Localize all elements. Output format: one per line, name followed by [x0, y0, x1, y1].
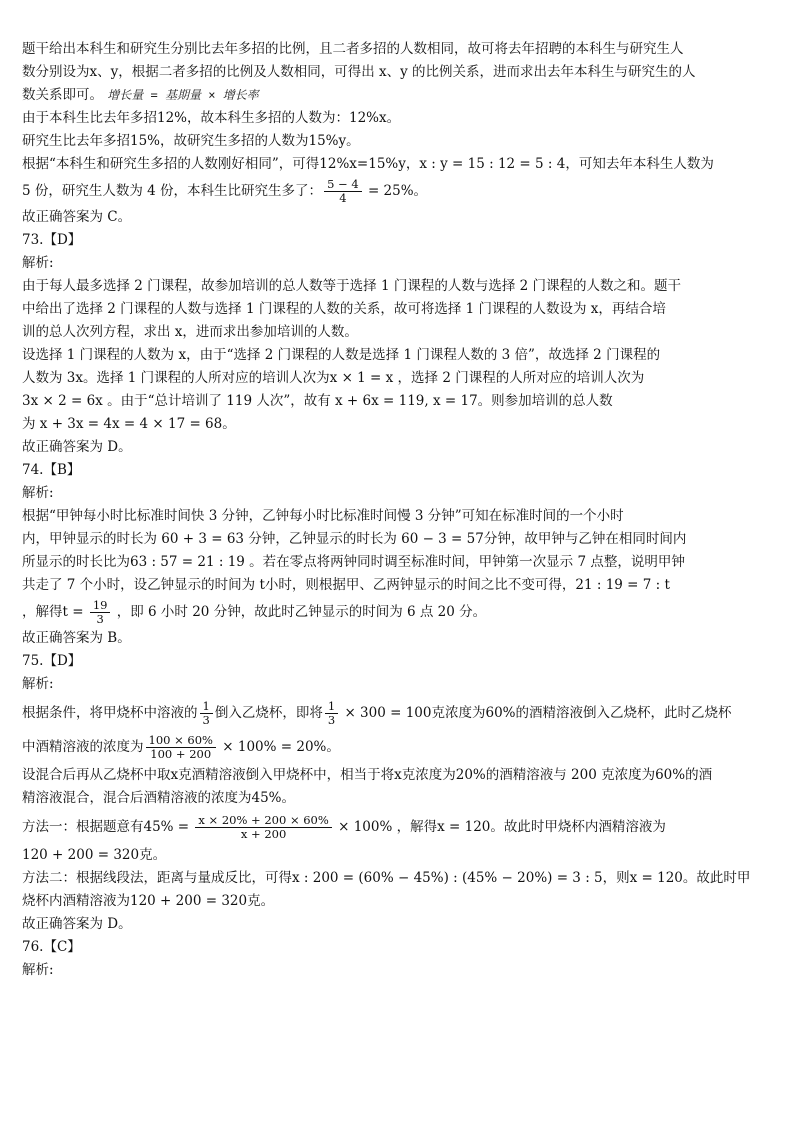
text-span: 倒入乙烧杯，即将 — [214, 705, 323, 721]
fraction-denominator: x + 200 — [240, 827, 287, 841]
text-line: 研究生比去年多招15%，故研究生多招的人数为15%y。 — [22, 133, 360, 149]
text-line — [22, 84, 780, 107]
fraction-denominator: 100 + 200 — [150, 747, 212, 761]
text-line: 设混合后再从乙烧杯中取x克酒精溶液倒入甲烧杯中，相当于将x克浓度为20%的酒精溶液与 200 克浓度为60%的酒 — [22, 767, 713, 783]
text-line: 训的总人次列方程，求出 x，进而求出参加培训的人数。 — [22, 324, 358, 340]
fraction-numerator: 19 — [90, 599, 111, 613]
text-span: 根据条件，将甲烧杯中溶液的 — [22, 705, 198, 721]
text-line: 根据“甲钟每小时比标准时间快 3 分钟，乙钟每小时比标准时间慢 3 分钟”可知在标准时间的一个小时 — [22, 508, 624, 524]
document-page — [22, 38, 780, 982]
text-line: 方法二：根据线段法，距离与量成反比，可得x : 200 = (60% − 45%) : (45% − 20%) = 3 : 5，则x = 120。故此时甲 — [22, 870, 751, 886]
text-line: 故正确答案为 B。 — [22, 630, 131, 646]
fraction — [324, 178, 362, 205]
text-line: 中给出了选择 2 门课程的人数与选择 1 门课程的人数的关系，故可将选择 1 门课程的人数设为 x，再结合培 — [22, 301, 666, 317]
fraction — [146, 734, 216, 761]
fraction — [325, 700, 338, 727]
fraction-numerator: x × 20% + 200 × 60% — [195, 814, 331, 828]
fraction-denominator: 3 — [96, 612, 104, 626]
fraction-numerator: 100 × 60% — [146, 734, 216, 748]
fraction-denominator: 3 — [202, 713, 210, 727]
text-line: 故正确答案为 C。 — [22, 209, 132, 225]
fraction-denominator: 4 — [339, 191, 347, 205]
text-span: 5 份，研究生人数为 4 份，本科生比研究生多了： — [22, 183, 323, 199]
question-number: 73.【D】 — [22, 232, 82, 248]
text-span: 数关系即可。 — [22, 87, 103, 103]
question-number: 76.【C】 — [22, 939, 81, 955]
text-line: 数分别设为x、y，根据二者多招的比例及人数相同，可得出 x、y 的比例关系，进而求出去年本科生与研究生的人 — [22, 64, 696, 80]
text-span: 中酒精溶液的浓度为 — [22, 739, 144, 755]
text-line: 解析: — [22, 962, 54, 978]
fraction — [90, 599, 111, 626]
text-span: ，即 6 小时 20 分钟，故此时乙钟显示的时间为 6 点 20 分。 — [112, 604, 487, 620]
text-line — [22, 730, 780, 764]
fraction-numerator: 5 − 4 — [324, 178, 362, 192]
text-line: 120 + 200 = 320克。 — [22, 847, 167, 863]
fraction-numerator: 1 — [200, 700, 213, 714]
text-line: 人数为 3x。选择 1 门课程的人所对应的培训人次为x × 1 = x ，选择 2 门课程的人所对应的培训人次为 — [22, 370, 645, 386]
text-line: 由于每人最多选择 2 门课程，故参加培训的总人数等于选择 1 门课程的人数与选择 2 门课程的人数之和。题干 — [22, 278, 682, 294]
text-line: 故正确答案为 D。 — [22, 439, 132, 455]
handwritten-formula: 增长量 = 基期量 × 增长率 — [107, 88, 259, 102]
text-span: 方法一：根据题意有45% = — [22, 819, 194, 835]
text-span: = 25%。 — [363, 183, 428, 199]
fraction — [195, 814, 331, 841]
fraction-numerator: 1 — [325, 700, 338, 714]
text-line — [22, 176, 780, 206]
text-line — [22, 696, 780, 730]
text-line: 故正确答案为 D。 — [22, 916, 132, 932]
text-line: 内，甲钟显示的时长为 60 + 3 = 63 分钟，乙钟显示的时长为 60 − 3 = 57分钟，故甲钟与乙钟在相同时间内 — [22, 531, 687, 547]
text-line: 3x × 2 = 6x 。由于“总计培训了 119 人次”，故有 x + 6x = 119, x = 17。则参加培训的总人数 — [22, 393, 613, 409]
text-line: 烧杯内酒精溶液为120 + 200 = 320克。 — [22, 893, 275, 909]
text-span: × 300 = 100克浓度为60%的酒精溶液倒入乙烧杯，此时乙烧杯 — [340, 705, 732, 721]
text-line: 解析: — [22, 676, 54, 692]
text-line: 为 x + 3x = 4x = 4 × 17 = 68。 — [22, 416, 236, 432]
text-line: 根据“本科生和研究生多招的人数刚好相同”，可得12%x=15%y，x : y = 15 : 12 = 5 : 4，可知去年本科生人数为 — [22, 156, 714, 172]
text-span: × 100% = 20%。 — [217, 739, 340, 755]
text-line — [22, 810, 780, 844]
text-line: 精溶液混合，混合后酒精溶液的浓度为45%。 — [22, 790, 296, 806]
text-line: 共走了 7 个小时，设乙钟显示的时间为 t小时，则根据甲、乙两钟显示的时间之比不变可得，21 : 19 = 7 : t — [22, 577, 670, 593]
text-line — [22, 597, 780, 627]
text-span: ，解得t = — [22, 604, 88, 620]
text-line: 设选择 1 门课程的人数为 x，由于“选择 2 门课程的人数是选择 1 门课程人数的 3 倍”，故选择 2 门课程的 — [22, 347, 661, 363]
fraction — [200, 700, 213, 727]
text-line: 解析: — [22, 255, 54, 271]
question-number: 75.【D】 — [22, 653, 82, 669]
text-span: × 100% ，解得x = 120。故此时甲烧杯内酒精溶液为 — [333, 819, 666, 835]
text-line: 题干给出本科生和研究生分别比去年多招的比例，且二者多招的人数相同，故可将去年招聘的本科生与研究生人 — [22, 41, 684, 57]
text-line: 所显示的时长比为63 : 57 = 21 : 19 。若在零点将两钟同时调至标准时间，甲钟第一次显示 7 点整，说明甲钟 — [22, 554, 685, 570]
text-line: 解析: — [22, 485, 54, 501]
text-line: 由于本科生比去年多招12%，故本科生多招的人数为：12%x。 — [22, 110, 401, 126]
question-number: 74.【B】 — [22, 462, 81, 478]
fraction-denominator: 3 — [327, 713, 336, 727]
